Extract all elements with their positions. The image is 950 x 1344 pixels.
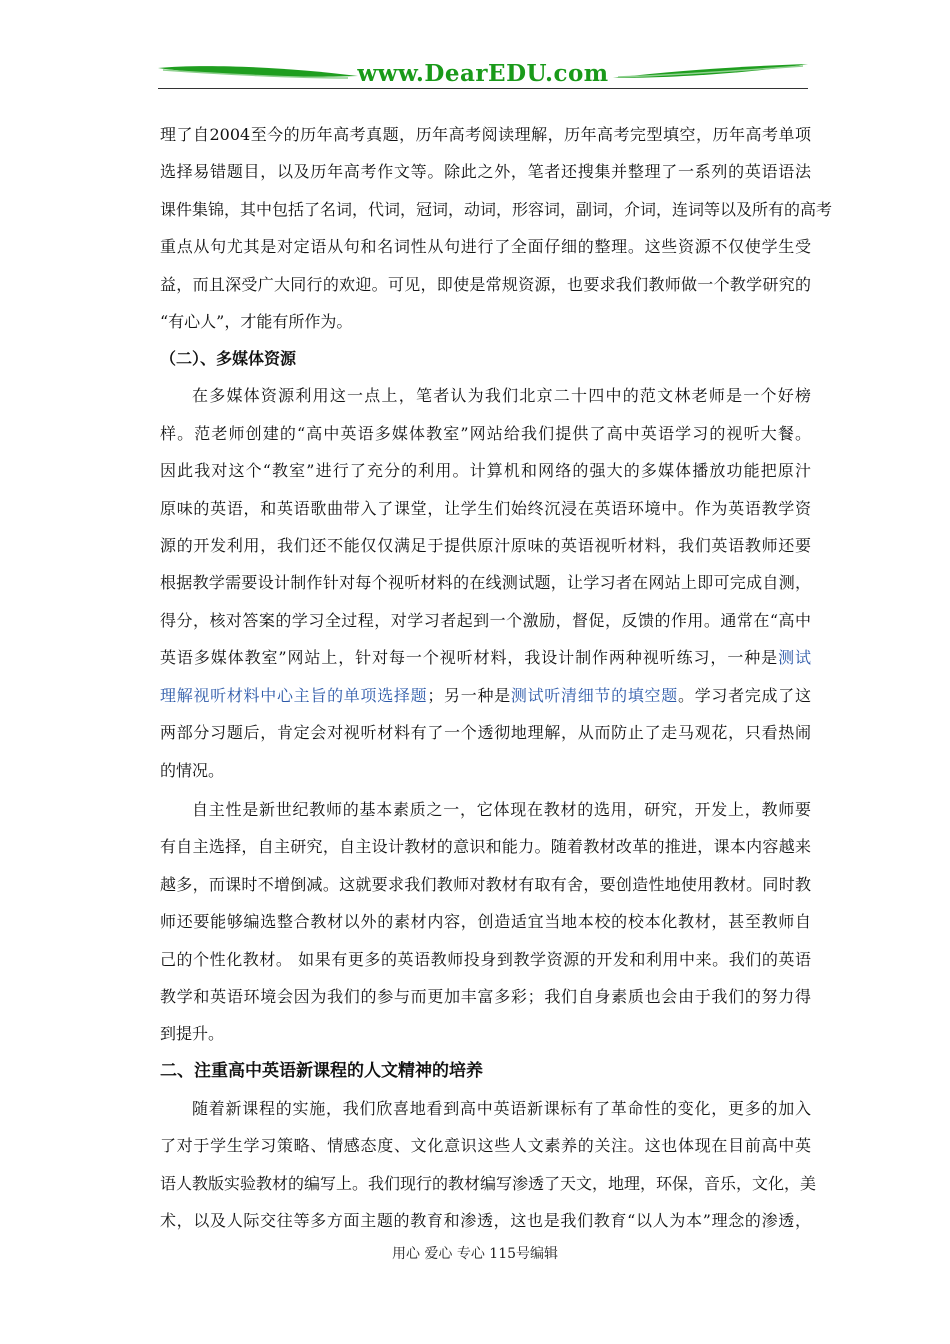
text-line: 了对于学生学习策略、情感态度、文化意识这些人文素养的关注。这也体现在目前高中英	[160, 1136, 811, 1156]
text-line: 选择易错题目，以及历年高考作文等。除此之外，笔者还搜集并整理了一系列的英语语法	[160, 162, 811, 182]
text-run: ；另一种是	[427, 685, 511, 705]
text-line: 课件集锦，其中包括了名词，代词，冠词，动词，形容词，副词，介词，连词等以及所有的高考	[160, 199, 833, 219]
text-line: 样。范老师创建的“高中英语多媒体教室”网站给我们提供了高中英语学习的视听大餐。	[160, 423, 811, 443]
text-line: 越多，而课时不增倒减。这就要求我们教师对教材有取有舍，要创造性地使用教材。同时教	[160, 874, 811, 894]
text-line: 师还要能够编选整合教材以外的素材内容，创造适宜当地本校的校本化教材，甚至教师自	[160, 912, 811, 932]
chapter-heading: 二、注重高中英语新课程的人文精神的培养	[160, 1060, 483, 1081]
header-divider	[158, 88, 808, 89]
text-line: 有自主选择，自主研究，自主设计教材的意识和能力。随着教材改革的推进，课本内容越来	[160, 837, 811, 857]
paragraph	[160, 377, 811, 788]
page-footer: 用心 爱心 专心 115号编辑	[391, 1246, 559, 1262]
quiz-link-main-idea[interactable]: 测试	[778, 648, 811, 668]
text-line: 因此我对这个“教室”进行了充分的利用。计算机和网络的强大的多媒体播放功能把原汁	[160, 461, 811, 481]
text-line: 源的开发利用，我们还不能仅仅满足于提供原汁原味的英语视听材料，我们英语教师还要	[160, 536, 811, 556]
text-line: 随着新课程的实施，我们欣喜地看到高中英语新课标有了革命性的变化，更多的加入	[192, 1098, 811, 1118]
text-line: 到提升。	[160, 1024, 225, 1044]
site-url[interactable]: www.DearEDU.com	[357, 60, 609, 87]
text-line: 教学和英语环境会因为我们的参与而更加丰富多彩；我们自身素质也会由于我们的努力得	[160, 986, 811, 1006]
text-line: 原味的英语，和英语歌曲带入了课堂，让学生们始终沉浸在英语环境中。作为英语教学资	[160, 498, 811, 518]
paragraph	[160, 1090, 817, 1240]
section-heading: （二）、多媒体资源	[160, 349, 297, 369]
quiz-link-main-idea[interactable]: 理解视听材料中心主旨的单项选择题	[160, 685, 428, 705]
text-line: 理了自2004至今的历年高考真题，历年高考阅读理解，历年高考完型填空，历年高考单项	[160, 125, 811, 144]
text-line: 语人教版实验教材的编写上。我们现行的教材编写渗透了天文，地理，环保，音乐，文化，美	[160, 1173, 817, 1193]
text-line: 重点从句尤其是对定语从句和名词性从句进行了全面仔细的整理。这些资源不仅使学生受	[160, 237, 811, 257]
text-line: 两部分习题后，肯定会对视听材料有了一个透彻地理解，从而防止了走马观花，只看热闹	[160, 723, 811, 743]
text-line: 在多媒体资源利用这一点上，笔者认为我们北京二十四中的范文林老师是一个好榜	[192, 386, 811, 406]
paragraph	[160, 116, 833, 340]
text-line: 自主性是新世纪教师的基本素质之一，它体现在教材的选用，研究，开发上，教师要	[192, 799, 811, 819]
text-line-with-link	[160, 639, 811, 676]
text-line: “有心人”，才能有所作为。	[160, 312, 353, 332]
text-line: 益，而且深受广大同行的欢迎。可见，即使是常规资源，也要求我们教师做一个教学研究的	[160, 274, 811, 294]
text-line-with-link	[160, 677, 811, 714]
text-line: 的情况。	[160, 760, 225, 780]
quiz-link-detail[interactable]: 测试听清细节的填空题	[510, 685, 678, 705]
text-run: 英语多媒体教室”网站上，针对每一个视听材料，我设计制作两种视听练习，一种是	[160, 648, 779, 668]
text-line: 术，以及人际交往等多方面主题的教育和渗透，这也是我们教育“以人为本”理念的渗透，	[160, 1210, 811, 1230]
text-line: 得分，核对答案的学习全过程，对学习者起到一个激励，督促，反馈的作用。通常在“高中	[160, 610, 811, 630]
text-run: 。学习者完成了这	[677, 685, 811, 705]
text-line: 己的个性化教材。 如果有更多的英语教师投身到教学资源的开发和利用中来。我们的英语	[160, 949, 811, 969]
page-header	[158, 56, 808, 92]
document-body	[160, 116, 833, 1239]
text-line: 根据教学需要设计制作针对每个视听材料的在线测试题，让学习者在网站上即可完成自测，	[160, 573, 811, 593]
paragraph	[160, 791, 811, 1053]
